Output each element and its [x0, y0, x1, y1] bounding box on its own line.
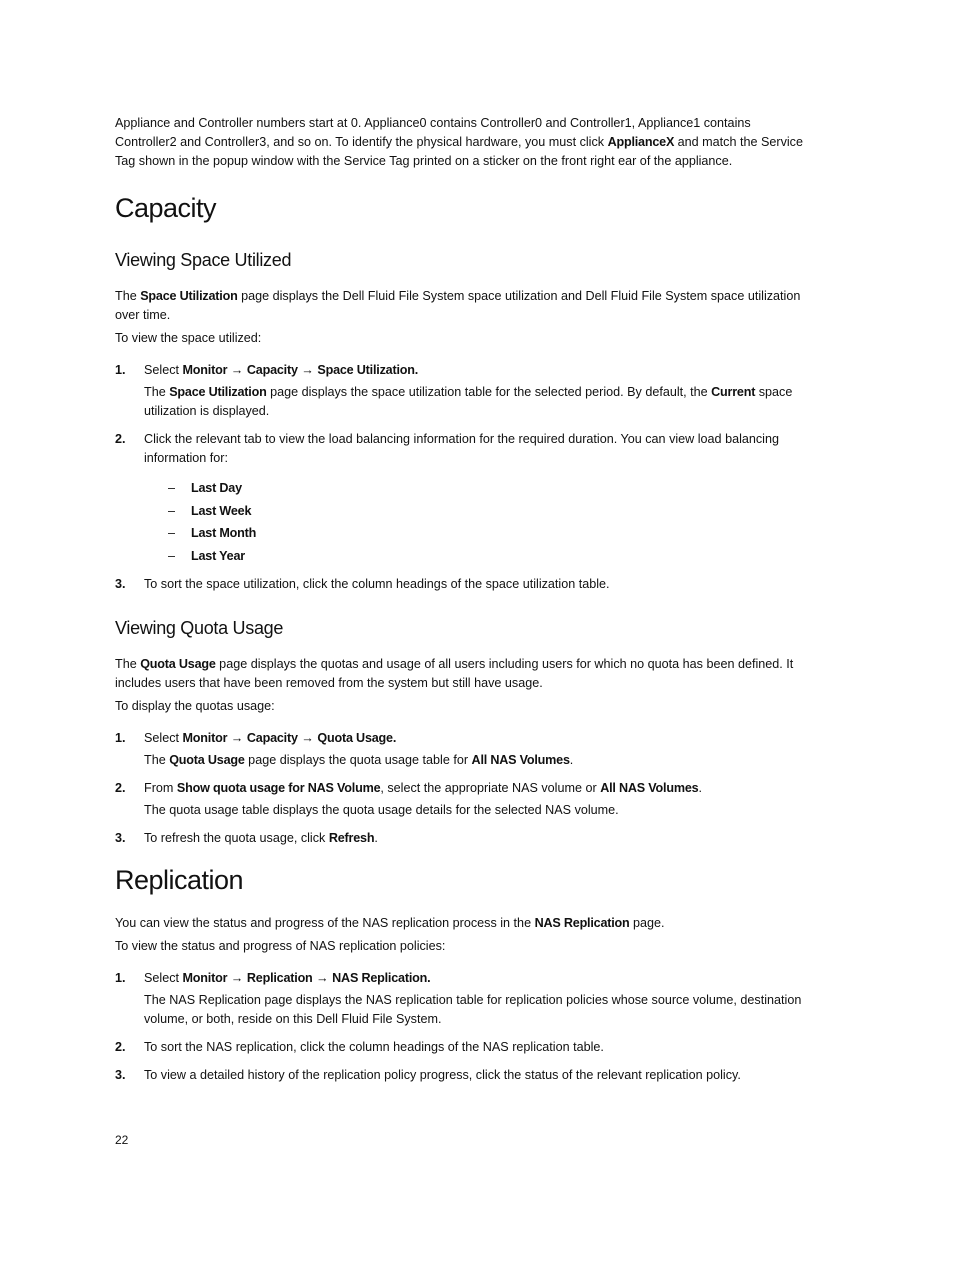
step-detail: The NAS Replication page displays the NAS replication table for replication policies whose source volume, destination volume, or both, reside on this Dell Fluid File System.: [144, 992, 802, 1026]
document-page: [115, 114, 815, 1094]
space-utilized-steps: [115, 361, 815, 594]
replication-heading: Replication: [115, 864, 244, 895]
list-item: 1. Select Monitor → Capacity → Space Utilization. The Space Utilization page displays the space utilization table for the selected period. By default, the Current space utilization is displayed.: [115, 361, 815, 421]
appliancex-term: ApplianceX: [607, 135, 675, 149]
list-item: 1. Select Monitor → Replication → NAS Replication. The NAS Replication page displays the NAS replication table for replication policies whose source volume, destination volume, or both, reside on this Dell Fluid File System.: [115, 969, 815, 1029]
capacity-heading: Capacity: [115, 193, 217, 223]
page-number: 22: [115, 1133, 129, 1147]
list-item: – Last Year: [168, 548, 245, 563]
list-item: – Last Week: [168, 503, 252, 518]
quota-usage-description: The Quota Usage page displays the quotas and usage of all users including users for which no quota has been defined. It includes users that have been removed from the system but still have usage.: [115, 656, 794, 690]
step-detail: The Space Utilization page displays the space utilization table for the selected period. By default, the Current space utilization is displayed.: [144, 385, 793, 418]
space-utilized-lead: To view the space utilized:: [115, 331, 262, 345]
intro-paragraph: Appliance and Controller numbers start at 0. Appliance0 contains Controller0 and Controller1, Appliance1 contains Controller2 and Controller3, and so on. To identify the physical hardware, you must click ApplianceX and match the Service Tag shown in the popup window with the Service Tag printed on a sticker on the front right ear of the appliance.: [115, 116, 803, 168]
list-item: 3. To sort the space utilization, click the column headings of the space utilization table.: [115, 576, 610, 591]
list-item: 3. To view a detailed history of the replication policy progress, click the status of the relevant replication policy.: [115, 1067, 741, 1082]
list-item: – Last Day: [168, 481, 242, 495]
list-item: 3. To refresh the quota usage, click Refresh.: [115, 830, 378, 845]
period-options: [144, 479, 815, 566]
replication-description: You can view the status and progress of the NAS replication process in the NAS Replication page.: [115, 915, 665, 930]
list-item: 1. Select Monitor → Capacity → Quota Usage. The Quota Usage page displays the quota usage table for All NAS Volumes.: [115, 729, 815, 770]
quota-usage-lead: To display the quotas usage:: [115, 698, 275, 713]
list-item: – Last Month: [168, 526, 257, 540]
replication-lead: To view the status and progress of NAS replication policies:: [115, 938, 446, 953]
list-item: 2. To sort the NAS replication, click the column headings of the NAS replication table.: [115, 1039, 604, 1054]
step-detail: The Quota Usage page displays the quota usage table for All NAS Volumes.: [144, 752, 574, 767]
replication-steps: [115, 969, 815, 1085]
quota-usage-steps: [115, 729, 815, 848]
step-detail: The quota usage table displays the quota usage details for the selected NAS volume.: [144, 802, 619, 817]
viewing-quota-usage-heading: Viewing Quota Usage: [115, 617, 284, 638]
list-item: 2. From Show quota usage for NAS Volume, select the appropriate NAS volume or All NAS Volumes. The quota usage table displays the quota usage details for the selected NAS volume.: [115, 779, 815, 820]
list-item: 2. Click the relevant tab to view the load balancing information for the required duration. You can view load balancing information for: – Last Day – Last Week – Last Month – Last Year: [115, 430, 815, 566]
viewing-space-utilized-heading: Viewing Space Utilized: [115, 250, 292, 270]
space-utilization-description: The Space Utilization page displays the Dell Fluid File System space utilization and Dell Fluid File System space utilization over time.: [115, 289, 801, 322]
